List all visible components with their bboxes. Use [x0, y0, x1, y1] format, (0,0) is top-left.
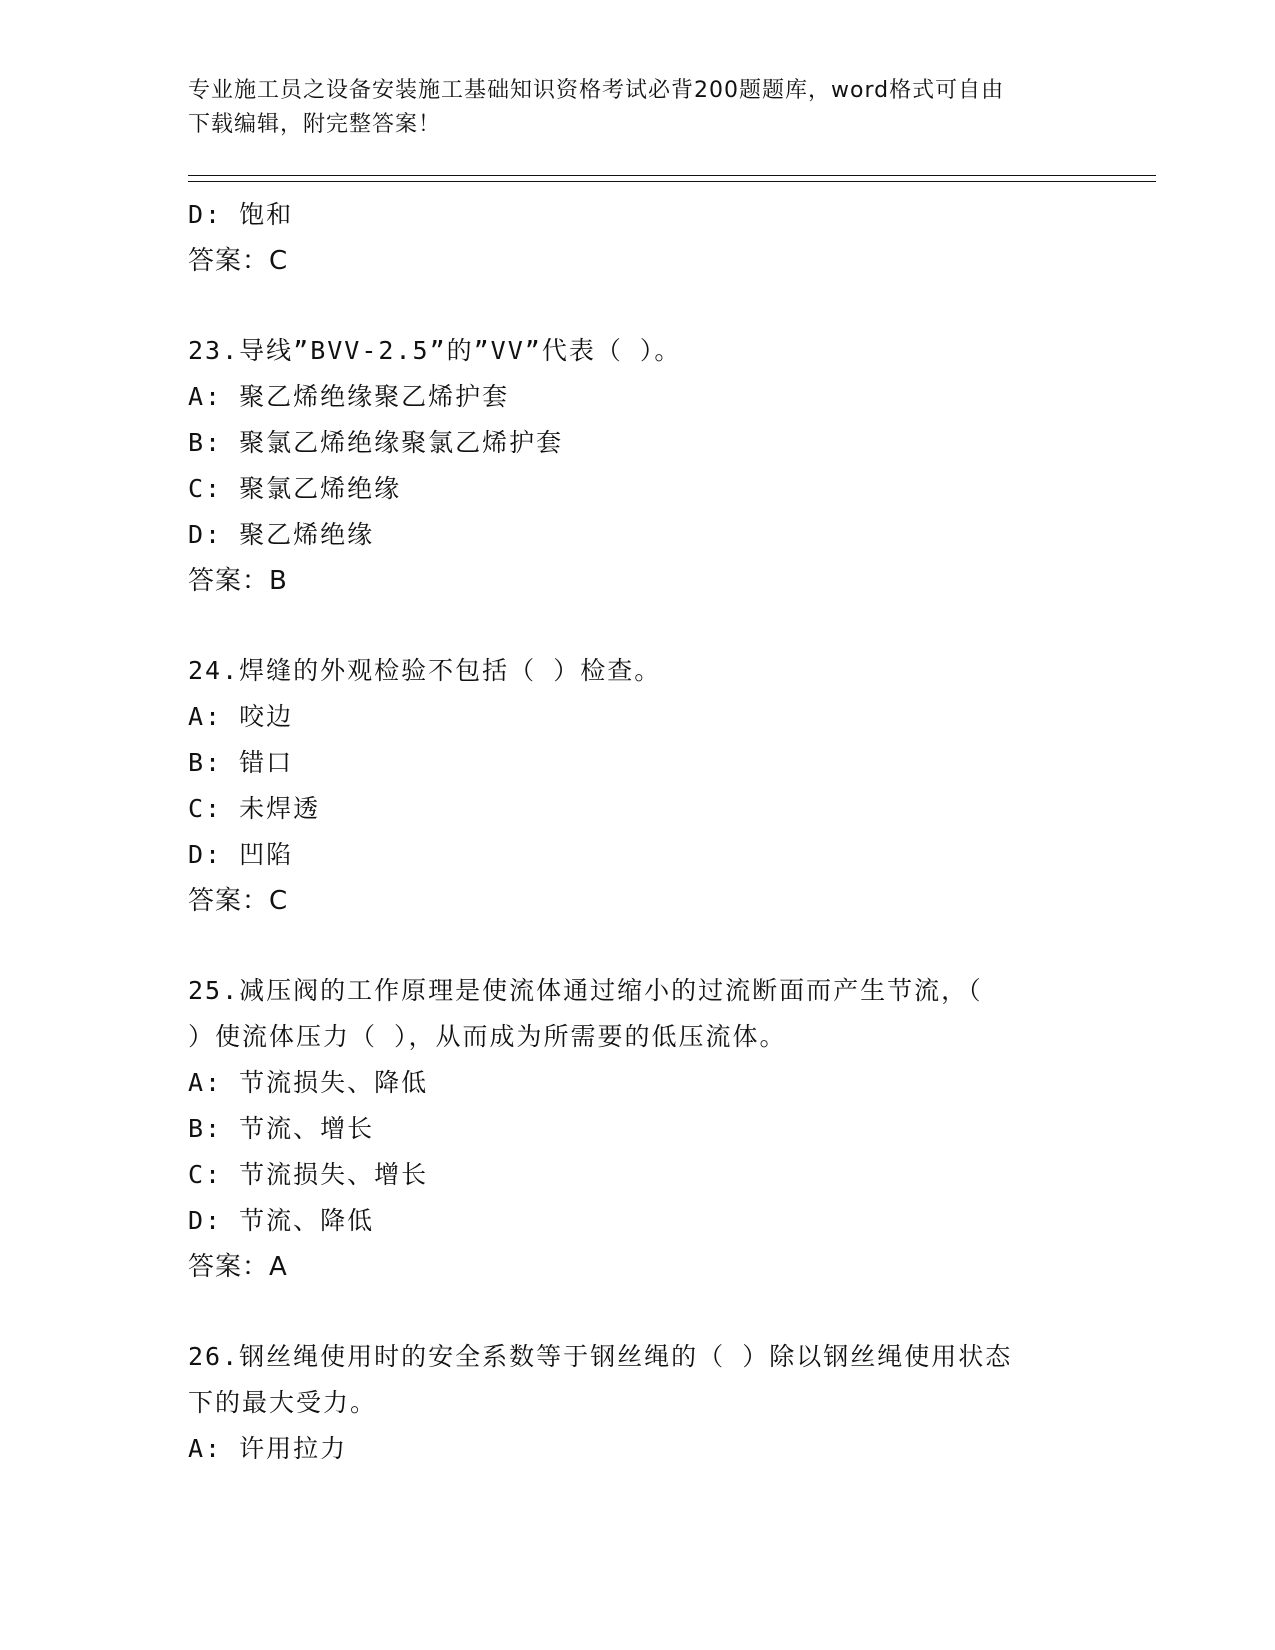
option-a: A: 咬边: [188, 702, 294, 731]
option-c: C: 聚氯乙烯绝缘: [188, 474, 402, 503]
answer: 答案：B: [188, 566, 288, 596]
option-b: B: 节流、增长: [188, 1114, 375, 1143]
option-d: D: 饱和: [188, 200, 294, 229]
question-22-tail: [188, 192, 1068, 284]
option-c: C: 节流损失、增长: [188, 1160, 429, 1189]
question-24: [188, 648, 1068, 924]
option-d: D: 聚乙烯绝缘: [188, 520, 375, 549]
option-b: B: 聚氯乙烯绝缘聚氯乙烯护套: [188, 428, 564, 457]
option-a: A: 聚乙烯绝缘聚乙烯护套: [188, 382, 510, 411]
answer: 答案：C: [188, 886, 289, 916]
question-23: [188, 328, 1068, 604]
document-body: [188, 192, 1068, 1472]
question-text: 23.导线”BVV-2.5”的”VV”代表（ ）。: [188, 336, 682, 365]
question-text-line-1: 25.减压阀的工作原理是使流体通过缩小的过流断面而产生节流，（: [188, 976, 983, 1005]
option-a: A: 节流损失、降低: [188, 1068, 429, 1097]
question-26: [188, 1334, 1068, 1472]
header-rule-top: [188, 175, 1156, 176]
question-text-line-2: ）使流体压力（ ），从而成为所需要的低压流体。: [188, 1022, 787, 1051]
question-text-line-1: 26.钢丝绳使用时的安全系数等于钢丝绳的（ ）除以钢丝绳使用状态: [188, 1342, 1013, 1371]
document-header: [188, 74, 1068, 142]
option-d: D: 凹陷: [188, 840, 294, 869]
question-25: [188, 968, 1068, 1290]
header-line-1: 专业施工员之设备安装施工基础知识资格考试必背200题题库，word格式可自由: [188, 78, 1005, 103]
question-text-line-2: 下的最大受力。: [188, 1388, 378, 1417]
option-a: A: 许用拉力: [188, 1434, 348, 1463]
header-line-2: 下载编辑，附完整答案！: [188, 112, 442, 137]
answer: 答案：A: [188, 1252, 288, 1282]
option-c: C: 未焊透: [188, 794, 321, 823]
question-text: 24.焊缝的外观检验不包括（ ）检查。: [188, 656, 662, 685]
option-d: D: 节流、降低: [188, 1206, 375, 1235]
answer: 答案：C: [188, 246, 289, 276]
option-b: B: 错口: [188, 748, 294, 777]
header-rule-bottom: [188, 181, 1156, 182]
